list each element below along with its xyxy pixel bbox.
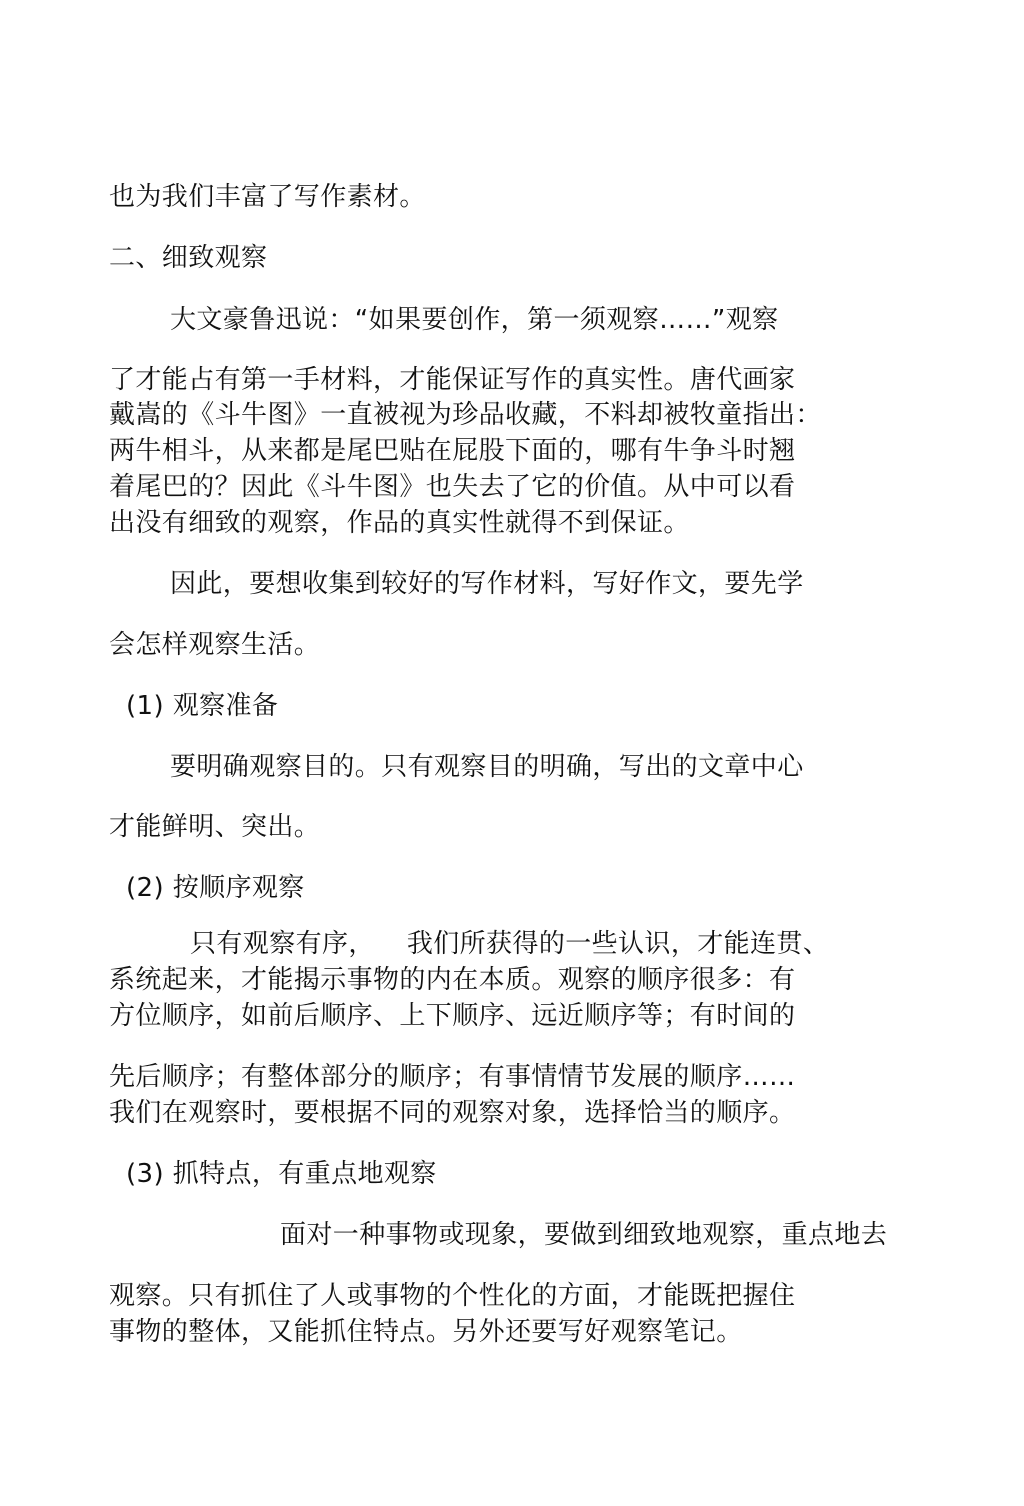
section-heading: 二、细致观察: [109, 243, 268, 273]
paragraph-line: 也为我们丰富了写作素材。: [109, 182, 426, 212]
paragraph-line: 我们在观察时，要根据不同的观察对象，选择恰当的顺序。: [109, 1098, 796, 1128]
paragraph-line: 先后顺序；有整体部分的顺序；有事情情节发展的顺序……: [109, 1062, 796, 1092]
paragraph-line: 观察。只有抓住了人或事物的个性化的方面，才能既把握住: [109, 1281, 796, 1311]
paragraph-line: 因此，要想收集到较好的写作材料，写好作文，要先学: [170, 569, 804, 599]
line-segment: 我们所获得的一些认识，才能连贯、: [406, 929, 830, 959]
paragraph-line: 方位顺序，如前后顺序、上下顺序、远近顺序等；有时间的: [109, 1001, 796, 1031]
paragraph-line: 着尾巴的？因此《斗牛图》也失去了它的价值。从中可以看: [109, 472, 796, 502]
paragraph-line: 两牛相斗，从来都是尾巴贴在屁股下面的，哪有牛争斗时翘: [109, 436, 796, 466]
paragraph-line: 要明确观察目的。只有观察目的明确，写出的文章中心: [170, 752, 804, 782]
subsection-heading: (2) 按顺序观察: [126, 873, 305, 903]
paragraph-line: 事物的整体，又能抓住特点。另外还要写好观察笔记。: [109, 1317, 743, 1347]
line-segment: 只有观察有序，: [190, 929, 375, 959]
paragraph-line: 了才能占有第一手材料，才能保证写作的真实性。唐代画家: [109, 365, 796, 395]
paragraph-line: 会怎样观察生活。: [109, 630, 321, 660]
paragraph-line: 戴嵩的《斗牛图》一直被视为珍品收藏，不料却被牧童指出：: [109, 400, 822, 430]
paragraph-line: 面对一种事物或现象，要做到细致地观察，重点地去: [280, 1220, 888, 1250]
paragraph-line: 大文豪鲁迅说：“如果要创作，第一须观察……”观察: [170, 305, 779, 335]
paragraph-line: 才能鲜明、突出。: [109, 812, 321, 842]
paragraph-line: 系统起来，才能揭示事物的内在本质。观察的顺序很多：有: [109, 965, 796, 995]
paragraph-line: [190, 927, 829, 961]
paragraph-line: 出没有细致的观察，作品的真实性就得不到保证。: [109, 508, 690, 538]
subsection-heading: (1) 观察准备: [126, 691, 279, 721]
subsection-heading: (3) 抓特点，有重点地观察: [126, 1159, 437, 1189]
